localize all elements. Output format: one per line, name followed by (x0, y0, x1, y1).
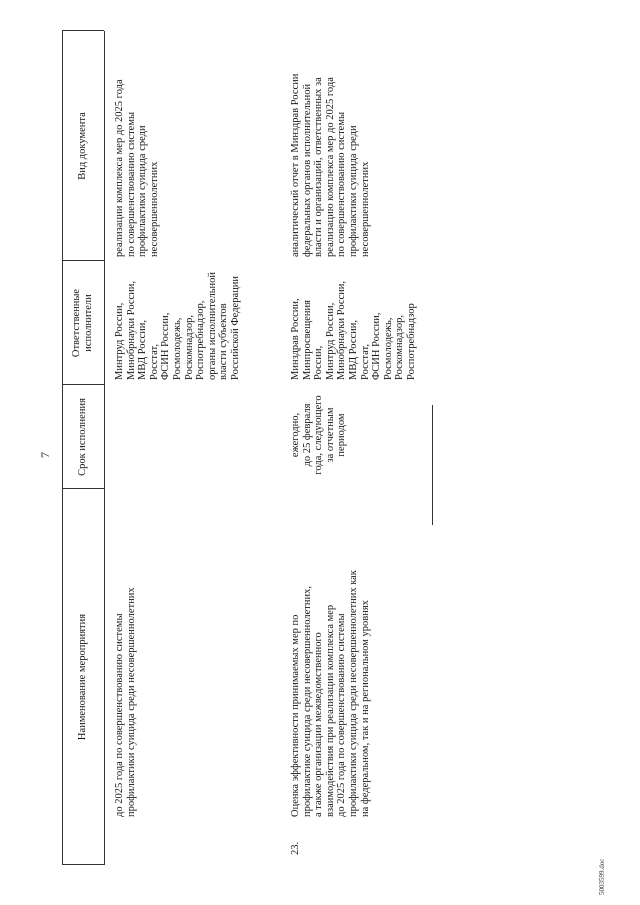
row-23-doc-type: аналитический отчет в Минздрав России федеральных органов исполнительной власти и организаций, ответственных за реализацию комплекса мер до 2025 года по совершенствованию системы профилактики суицида среди несовершеннолетних (290, 73, 371, 257)
row-23-name: Оценка эффективности принимаемых мер по профилактике суицида среди несовершеннолетних, а также организации межведомственного взаимодействия при реализации комплекса мер до 2025 года по совершенствованию системы профилактики суицида среди несовершеннолетних как на федеральном, так и на региональном уровнях (290, 570, 371, 817)
page-number: 7 (38, 452, 52, 458)
header-name: Наименование мероприятия (77, 613, 88, 741)
measures-table (62, 31, 582, 865)
header-doc-type: Вид документа (77, 112, 88, 180)
header-bottom-border (104, 31, 105, 865)
document-id: 5003599.doc (598, 858, 606, 895)
row-23-number: 23. (290, 841, 301, 855)
table-top-border (62, 31, 63, 865)
header-executors: Ответственные исполнители (71, 288, 94, 358)
row-continuation-name: до 2025 года по совершенствованию системы профилактики суицида среди несовершеннолетних (114, 587, 137, 817)
header-deadline: Срок исполнения (77, 398, 88, 476)
row-23-executors: Минздрав России, Минпросвещения России, Минтруд России, Минобрнауки России, МВД России, Росстат, ФСИН России, Росмолодежь, Роскомнадзор, Роспотребнадзор (290, 280, 417, 380)
end-separator-line (432, 405, 433, 525)
row-23-deadline: ежегодно, до 25 февраля года, следующего за отчетным периодом (290, 395, 348, 475)
row-continuation-doc-type: реализации комплекса мер до 2025 года по совершенствованию системы профилактики суицида среди несовершеннолетних (114, 79, 160, 257)
row-continuation-executors: Минтруд России, Минобрнауки России, МВД России, Росстат, ФСИН России, Росмолодежь, Роскомнадзор, Роспотребнадзор, органы исполнительной власти субъектов Российской Федерации (114, 271, 241, 380)
